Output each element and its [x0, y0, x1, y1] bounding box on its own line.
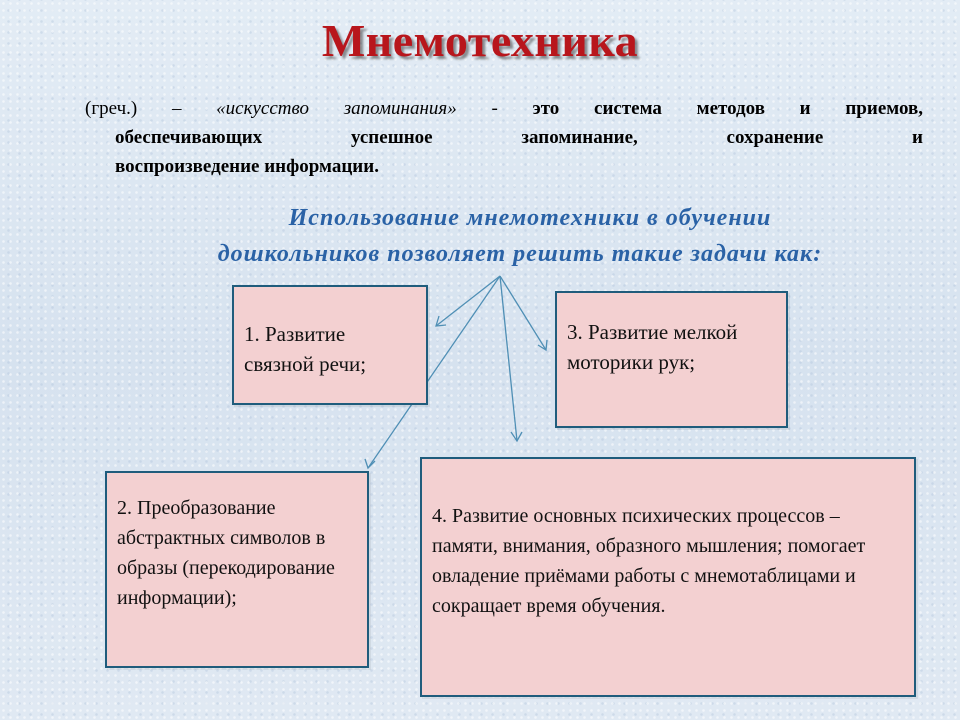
task-box-2: 2. Преобразование абстрактных символов в образы (перекодирование информации);: [105, 471, 369, 668]
arrow-to-task-4: [500, 276, 517, 441]
definition-quote: «искусство запоминания»: [216, 98, 457, 119]
arrow-to-task-1: [436, 276, 500, 326]
task-box-4: 4. Развитие основных психических процессов – памяти, внимания, образного мышления; помогает овладение приёмами работы с мнемотаблицами и сокращает время обучения.: [420, 457, 916, 697]
page-title: Мнемотехника: [321, 15, 639, 66]
definition-line-3: воспроизведение информации.: [115, 156, 379, 177]
definition-dash: -: [456, 98, 533, 119]
tasks-heading-line-2: дошкольников позволяет решить такие задачи как:: [217, 241, 823, 267]
task-box-1: 1. Развитие связной речи;: [232, 285, 428, 405]
definition-line-1-bold: это система методов и приемов,: [532, 98, 923, 119]
task-box-3: 3. Развитие мелкой моторики рук;: [555, 291, 788, 428]
tasks-heading-line-1: Использование мнемотехники в обучении: [288, 205, 772, 231]
definition-line-2: обеспечивающих успешное запоминание, сохранение и: [115, 127, 923, 148]
definition-lead: (греч.) –: [85, 98, 217, 119]
